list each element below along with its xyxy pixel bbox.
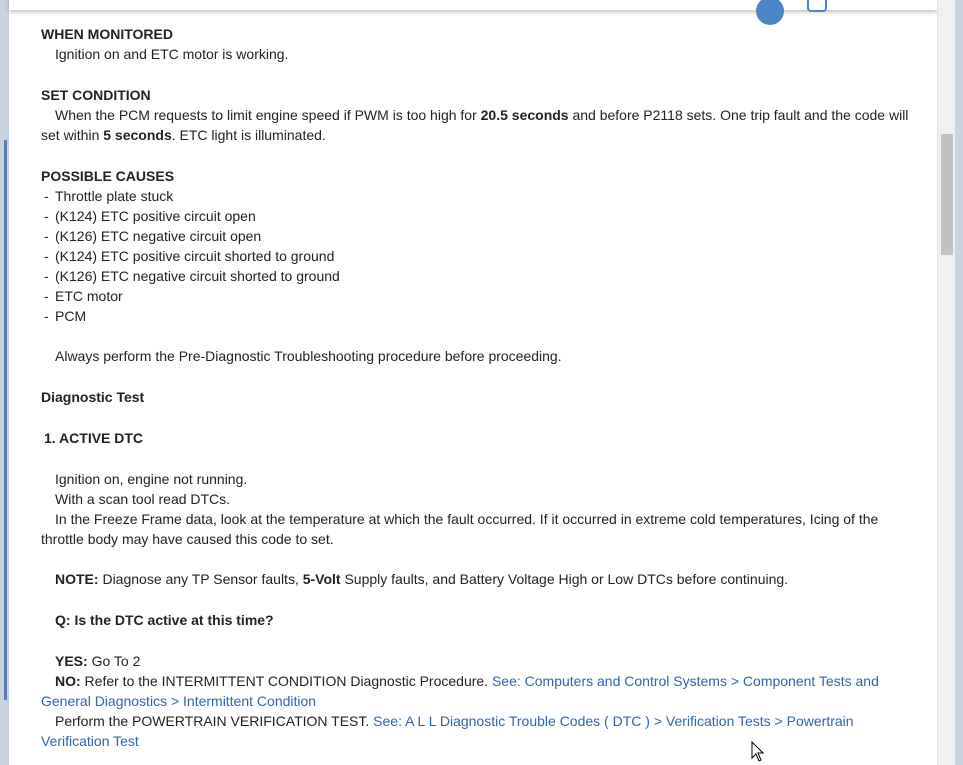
step1-note: NOTE: Diagnose any TP Sensor faults, 5-Volt Supply faults, and Battery Voltage High or Low DTCs before continuing. <box>55 571 789 587</box>
step1-line1: Ignition on, engine not running. <box>55 471 248 487</box>
when-monitored-text: Ignition on and ETC motor is working. <box>55 46 289 62</box>
step1-line3: In the Freeze Frame data, look at the temperature at which the fault occurred. If it occurred in extreme cold temperatures, Icing of the throttle body may have caused this code to set. <box>41 511 879 547</box>
step1-line2: With a scan tool read DTCs. <box>55 491 231 507</box>
set-condition-heading: SET CONDITION <box>41 87 151 103</box>
list-item: - ETC motor <box>44 288 123 304</box>
causes-list <box>41 186 921 326</box>
top-toolbar <box>9 0 937 10</box>
powertrain-verification-link[interactable]: See: A L L Diagnostic Trouble Codes ( DTC ) > Verification Tests > Powertrain Verification Test <box>41 713 854 749</box>
note-label: NOTE: <box>55 571 99 587</box>
step1-heading: 1. ACTIVE DTC <box>44 430 144 446</box>
set-within-value: 5 seconds <box>103 127 172 143</box>
document-content <box>41 24 921 751</box>
vertical-scrollbar[interactable] <box>937 0 956 765</box>
list-item: - (K126) ETC negative circuit open <box>44 228 262 244</box>
set-time-value: 20.5 seconds <box>480 107 569 123</box>
step1-question: Q: Is the DTC active at this time? <box>55 612 274 628</box>
list-item: - (K124) ETC positive circuit open <box>44 208 256 224</box>
set-condition-text: When the PCM requests to limit engine speed if PWM is too high for 20.5 seconds and before P2118 sets. One trip fault and the code will set within 5 seconds. ETC light is illuminated. <box>41 107 909 143</box>
possible-causes-heading: POSSIBLE CAUSES <box>41 168 175 184</box>
verification-instruction: Perform the POWERTRAIN VERIFICATION TEST. See: A L L Diagnostic Trouble Codes ( DTC ) > Verification Tests > Powertrain Verification Test <box>41 713 854 749</box>
mouse-cursor-icon <box>751 741 765 763</box>
list-item: - PCM <box>44 308 87 324</box>
print-icon[interactable] <box>807 0 827 12</box>
yes-answer: YES: Go To 2 <box>55 653 141 669</box>
diagnostic-test-heading: Diagnostic Test <box>41 389 145 405</box>
intermittent-condition-link[interactable]: See: Computers and Control Systems > Component Tests and General Diagnostics > Intermittent Condition <box>41 673 879 709</box>
pre-diagnostic-note: Always perform the Pre-Diagnostic Troubleshooting procedure before proceeding. <box>55 348 562 364</box>
when-monitored-heading: WHEN MONITORED <box>41 26 173 42</box>
list-item: - (K124) ETC positive circuit shorted to ground <box>44 248 335 264</box>
list-item: - (K126) ETC negative circuit shorted to ground <box>44 268 340 284</box>
scrollbar-thumb[interactable] <box>941 134 953 255</box>
list-item: - Throttle plate stuck <box>44 188 174 204</box>
no-answer: NO: Refer to the INTERMITTENT CONDITION Diagnostic Procedure. See: Computers and Control Systems > Component Tests and General Diagnostics > Intermittent Condition <box>41 673 879 709</box>
window-right-edge <box>955 0 963 765</box>
window-left-edge <box>4 140 7 700</box>
